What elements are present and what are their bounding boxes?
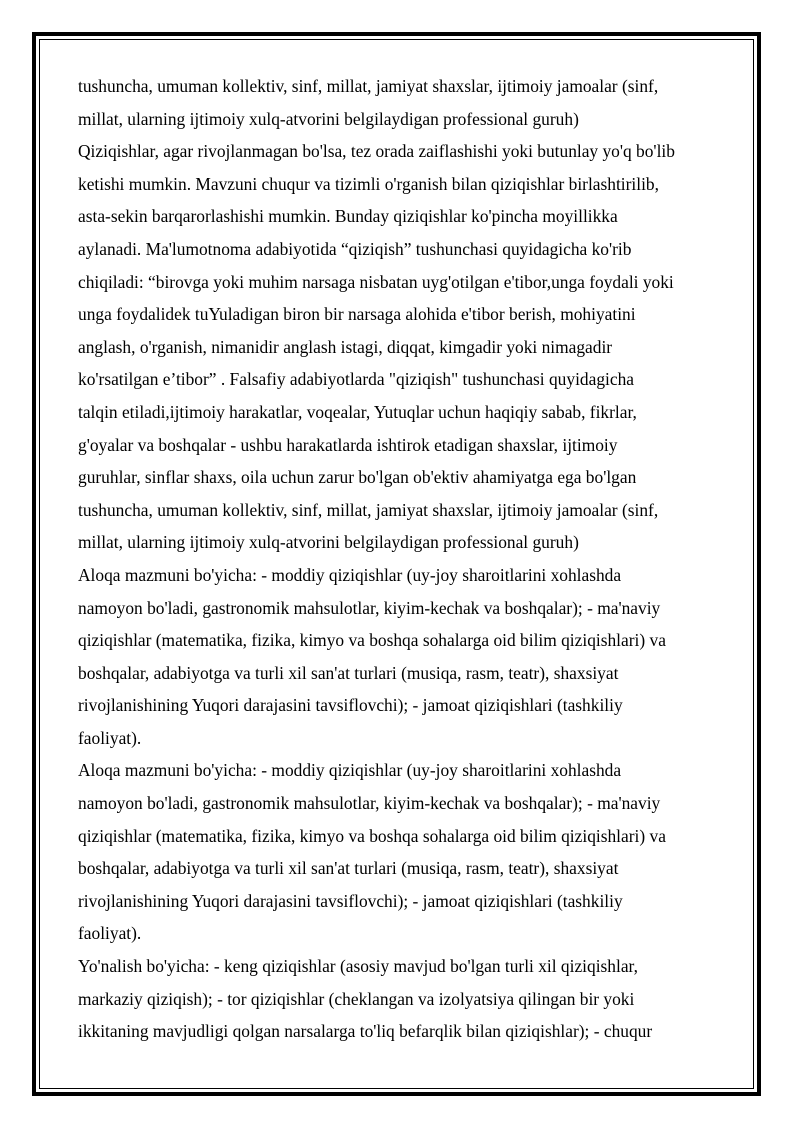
text-line: guruhlar, sinflar shaxs, oila uchun zarur bo'lgan ob'ektiv ahamiyatga ega bo'lgan — [78, 467, 637, 488]
text-line: millat, ularning ijtimoiy xulq-atvorini belgilaydigan professional guruh) — [78, 532, 579, 553]
text-line: talqin etiladi,ijtimoiy harakatlar, voqealar, Yutuqlar uchun haqiqiy sabab, fikrlar, — [78, 401, 637, 422]
text-line: tushuncha, umuman kollektiv, sinf, millat, jamiyat shaxslar, ijtimoiy jamoalar (sinf, — [78, 76, 659, 96]
text-line: namoyon bo'ladi, gastronomik mahsulotlar, kiyim-kechak va boshqalar); - ma'naviy — [78, 597, 661, 618]
document-text-body — [78, 70, 732, 1048]
text-line: qiziqishlar (matematika, fizika, kimyo va boshqa sohalarga oid bilim qiziqishlari) va — [78, 630, 666, 651]
text-line: qiziqishlar (matematika, fizika, kimyo va boshqa sohalarga oid bilim qiziqishlari) va — [78, 825, 666, 846]
text-line: Aloqa mazmuni bo'yicha: - moddiy qiziqishlar (uy-joy sharoitlarini xohlashda — [78, 760, 622, 781]
text-line: ketishi mumkin. Mavzuni chuqur va tizimli o'rganish bilan qiziqishlar birlashtirilib, — [78, 173, 659, 194]
text-line: chiqiladi: “birovga yoki muhim narsaga nisbatan uyg'otilgan e'tibor,unga foydali yoki — [78, 271, 674, 292]
text-line: markaziy qiziqish); - tor qiziqishlar (cheklangan va izolyatsiya qilingan bir yoki — [78, 988, 635, 1009]
text-line: Qiziqishlar, agar rivojlanmagan bo'lsa, tez orada zaiflashishi yoki butunlay yo'q bo'lib — [78, 141, 675, 162]
text-line: boshqalar, adabiyotga va turli xil san'at turlari (musiqa, rasm, teatr), shaxsiyat — [78, 662, 619, 683]
text-line: millat, ularning ijtimoiy xulq-atvorini belgilaydigan professional guruh) — [78, 108, 579, 129]
text-line: rivojlanishining Yuqori darajasini tavsiflovchi); - jamoat qiziqishlari (tashkiliy — [78, 890, 623, 911]
text-line: g'oyalar va boshqalar - ushbu harakatlarda ishtirok etadigan shaxslar, ijtimoiy — [78, 434, 618, 455]
text-line: boshqalar, adabiyotga va turli xil san'at turlari (musiqa, rasm, teatr), shaxsiyat — [78, 858, 619, 879]
text-line: anglash, o'rganish, nimanidir anglash istagi, diqqat, kimgadir yoki nimagadir — [78, 336, 613, 357]
text-line: asta-sekin barqarorlashishi mumkin. Bunday qiziqishlar ko'pincha moyillikka — [78, 206, 618, 227]
text-line: unga foydalidek tuYuladigan biron bir narsaga alohida e'tibor berish, mohiyatini — [78, 304, 636, 325]
text-line: ikkitaning mavjudligi qolgan narsalarga to'liq befarqlik bilan qiziqishlar); - chuqur — [78, 1021, 653, 1042]
text-line: aylanadi. Ma'lumotnoma adabiyotida “qiziqish” tushunchasi quyidagicha ko'rib — [78, 238, 632, 259]
text-line: namoyon bo'ladi, gastronomik mahsulotlar, kiyim-kechak va boshqalar); - ma'naviy — [78, 793, 661, 814]
text-line: tushuncha, umuman kollektiv, sinf, millat, jamiyat shaxslar, ijtimoiy jamoalar (sinf, — [78, 499, 659, 520]
text-line: ko'rsatilgan e’tibor” . Falsafiy adabiyotlarda "qiziqish" tushunchasi quyidagicha — [78, 369, 634, 390]
text-line: Yo'nalish bo'yicha: - keng qiziqishlar (asosiy mavjud bo'lgan turli xil qiziqishlar, — [78, 956, 638, 977]
text-line: rivojlanishining Yuqori darajasini tavsiflovchi); - jamoat qiziqishlari (tashkiliy — [78, 695, 623, 716]
text-line: faoliyat). — [78, 727, 142, 748]
text-line: Aloqa mazmuni bo'yicha: - moddiy qiziqishlar (uy-joy sharoitlarini xohlashda — [78, 564, 622, 585]
text-line: faoliyat). — [78, 923, 142, 944]
